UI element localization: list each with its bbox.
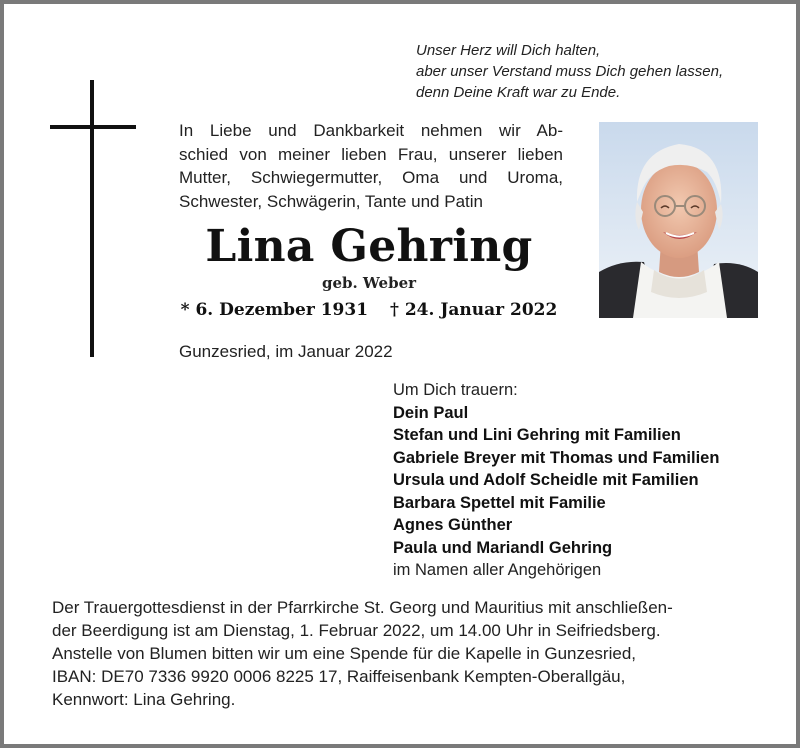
mourner-entry: Paula und Mariandl Gehring: [393, 538, 613, 557]
maiden-name: geb. Weber: [321, 274, 417, 292]
mourner-entry: Barbara Spettel mit Familie: [393, 493, 606, 512]
mourner-entry: Ursula und Adolf Scheidle mit Familien: [393, 471, 699, 489]
mourner-entry: Stefan und Lini Gehring mit Familien: [393, 426, 681, 444]
footer-line: Der Trauergottesdienst in der Pfarrkirche St. Georg und Mauritius mit anschließen-: [52, 598, 673, 617]
intro-line: Schwester, Schwägerin, Tante und Patin: [179, 191, 483, 211]
mourner-entry: Agnes Günther: [393, 516, 513, 534]
cross-icon-vertical-bar: [90, 80, 94, 357]
life-dates: [154, 300, 584, 320]
birth-date: * 6. Dezember 1931: [180, 300, 369, 320]
poem-verse: [416, 40, 776, 103]
deceased-name: Lina Gehring: [205, 221, 533, 272]
mourner-entry: Dein Paul: [393, 403, 469, 422]
footer-line: Anstelle von Blumen bitten wir um eine Spende für die Kapelle in Gunzesried,: [52, 644, 637, 663]
footer-line: IBAN: DE70 7336 9920 0006 8225 17, Raiffeisenbank Kempten-Oberallgäu,: [52, 667, 626, 686]
footer-line: der Beerdigung ist am Dienstag, 1. Februar 2022, um 14.00 Uhr in Seifriedsberg.: [52, 621, 661, 640]
intro-line: In Liebe und Dankbarkeit nehmen wir Ab-: [179, 121, 563, 140]
cross-icon-horizontal-bar: [50, 125, 136, 129]
mourner-entry: Gabriele Breyer mit Thomas und Familien: [393, 448, 720, 467]
intro-line: schied von meiner lieben Frau, unserer lieben: [179, 144, 563, 164]
mourners-heading: Um Dich trauern:: [393, 381, 518, 399]
portrait-photo: [599, 122, 758, 318]
intro-line: Mutter, Schwiegermutter, Oma und Uroma,: [179, 168, 563, 187]
intro-text: [179, 119, 563, 213]
footer-line: Kennwort: Lina Gehring.: [52, 690, 236, 709]
place-and-date: Gunzesried, im Januar 2022: [179, 342, 393, 361]
mourners-list: [393, 379, 773, 582]
funeral-details: [52, 596, 762, 711]
mourners-closing: im Namen aller Angehörigen: [393, 561, 602, 579]
death-date: † 24. Januar 2022: [390, 300, 558, 320]
portrait-illustration: [599, 122, 758, 318]
poem-line: aber unser Verstand muss Dich gehen lassen,: [416, 63, 724, 80]
poem-line: denn Deine Kraft war zu Ende.: [416, 84, 621, 101]
poem-line: Unser Herz will Dich halten,: [416, 42, 601, 59]
